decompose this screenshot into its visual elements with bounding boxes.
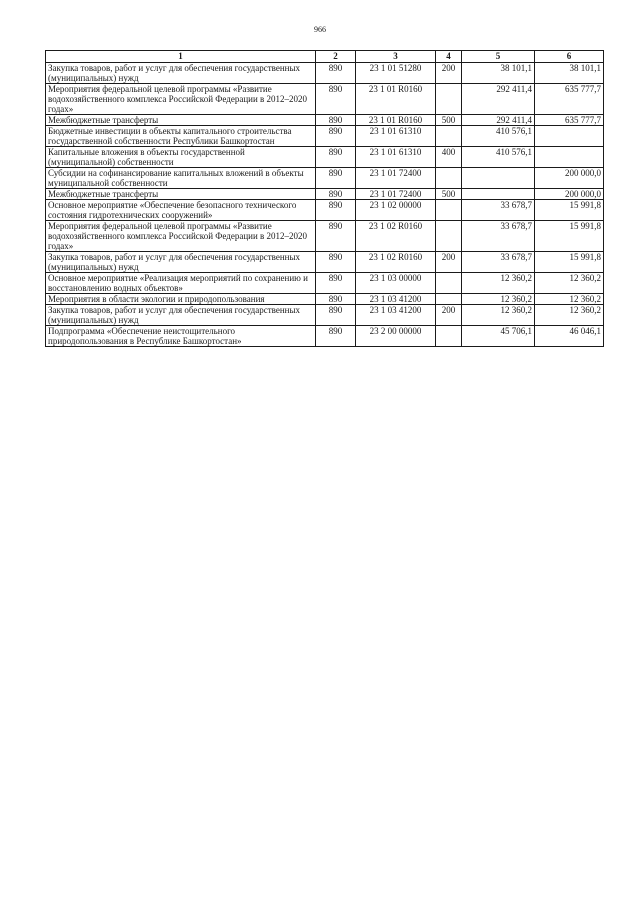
- row-value-2-cell: 15 991,8: [535, 221, 604, 252]
- row-value-1-cell: [462, 189, 535, 200]
- column-header-4: 4: [436, 51, 462, 63]
- row-name-cell: Основное мероприятие «Реализация мероприятий по сохранению и восстановлению водных объектов»: [46, 273, 316, 294]
- row-value-1-cell: 12 360,2: [462, 273, 535, 294]
- row-value-1-cell: 38 101,1: [462, 63, 535, 84]
- row-type-cell: 400: [436, 147, 462, 168]
- row-code-cell: 890: [316, 147, 356, 168]
- row-type-cell: [436, 84, 462, 115]
- row-name-cell: Бюджетные инвестиции в объекты капитального строительства государственной собственности Республики Башкортостан: [46, 126, 316, 147]
- row-value-2-cell: 15 991,8: [535, 200, 604, 221]
- row-name-cell: Межбюджетные трансферты: [46, 189, 316, 200]
- table-row: [46, 63, 604, 84]
- row-value-2-cell: 200 000,0: [535, 189, 604, 200]
- row-name-cell: Мероприятия федеральной целевой программы «Развитие водохозяйственного комплекса Российской Федерации в 2012–2020 годах»: [46, 221, 316, 252]
- row-name-cell: Капитальные вложения в объекты государственной (муниципальной) собственности: [46, 147, 316, 168]
- row-value-2-cell: 200 000,0: [535, 168, 604, 189]
- row-value-2-cell: 12 360,2: [535, 294, 604, 305]
- row-type-cell: 500: [436, 115, 462, 126]
- row-name-cell: Закупка товаров, работ и услуг для обеспечения государственных (муниципальных) нужд: [46, 305, 316, 326]
- row-name-cell: Мероприятия в области экологии и природопользования: [46, 294, 316, 305]
- row-value-2-cell: 635 777,7: [535, 84, 604, 115]
- row-csr-cell: 23 1 02 R0160: [356, 252, 436, 273]
- table-row: [46, 147, 604, 168]
- row-csr-cell: 23 1 01 72400: [356, 168, 436, 189]
- row-value-1-cell: 33 678,7: [462, 221, 535, 252]
- row-name-cell: Закупка товаров, работ и услуг для обеспечения государственных (муниципальных) нужд: [46, 252, 316, 273]
- row-code-cell: 890: [316, 273, 356, 294]
- row-code-cell: 890: [316, 63, 356, 84]
- table-row: [46, 168, 604, 189]
- budget-table: [45, 50, 604, 347]
- table-row: [46, 252, 604, 273]
- row-value-1-cell: 292 411,4: [462, 115, 535, 126]
- row-code-cell: 890: [316, 168, 356, 189]
- row-csr-cell: 23 1 03 00000: [356, 273, 436, 294]
- row-value-1-cell: 292 411,4: [462, 84, 535, 115]
- row-csr-cell: 23 1 02 R0160: [356, 221, 436, 252]
- row-code-cell: 890: [316, 126, 356, 147]
- table-row: [46, 84, 604, 115]
- row-value-2-cell: 38 101,1: [535, 63, 604, 84]
- row-type-cell: [436, 221, 462, 252]
- row-code-cell: 890: [316, 200, 356, 221]
- table-row: [46, 294, 604, 305]
- column-header-2: 2: [316, 51, 356, 63]
- row-code-cell: 890: [316, 305, 356, 326]
- row-code-cell: 890: [316, 189, 356, 200]
- row-value-1-cell: 410 576,1: [462, 147, 535, 168]
- row-name-cell: Закупка товаров, работ и услуг для обеспечения государственных (муниципальных) нужд: [46, 63, 316, 84]
- table-row: [46, 273, 604, 294]
- row-type-cell: 200: [436, 252, 462, 273]
- row-value-2-cell: 15 991,8: [535, 252, 604, 273]
- row-csr-cell: 23 1 01 72400: [356, 189, 436, 200]
- row-code-cell: 890: [316, 115, 356, 126]
- row-value-2-cell: 46 046,1: [535, 326, 604, 347]
- table-header-row: [46, 51, 604, 63]
- row-type-cell: [436, 126, 462, 147]
- table-row: [46, 305, 604, 326]
- page-number: 966: [314, 25, 326, 34]
- table-row: [46, 115, 604, 126]
- table-row: [46, 189, 604, 200]
- row-name-cell: Подпрограмма «Обеспечение неистощительного природопользования в Республике Башкортостан»: [46, 326, 316, 347]
- row-csr-cell: 23 1 01 61310: [356, 147, 436, 168]
- row-csr-cell: 23 1 02 00000: [356, 200, 436, 221]
- row-code-cell: 890: [316, 221, 356, 252]
- row-code-cell: 890: [316, 84, 356, 115]
- row-value-2-cell: 12 360,2: [535, 305, 604, 326]
- row-name-cell: Субсидии на софинансирование капитальных вложений в объекты муниципальной собственности: [46, 168, 316, 189]
- row-value-2-cell: [535, 147, 604, 168]
- row-type-cell: 200: [436, 63, 462, 84]
- row-csr-cell: 23 1 01 R0160: [356, 115, 436, 126]
- row-value-2-cell: 12 360,2: [535, 273, 604, 294]
- row-value-1-cell: 12 360,2: [462, 305, 535, 326]
- row-type-cell: 500: [436, 189, 462, 200]
- row-type-cell: [436, 168, 462, 189]
- row-code-cell: 890: [316, 326, 356, 347]
- row-name-cell: Межбюджетные трансферты: [46, 115, 316, 126]
- row-value-2-cell: 635 777,7: [535, 115, 604, 126]
- row-value-1-cell: 410 576,1: [462, 126, 535, 147]
- row-value-1-cell: 33 678,7: [462, 200, 535, 221]
- column-header-3: 3: [356, 51, 436, 63]
- row-value-1-cell: 33 678,7: [462, 252, 535, 273]
- row-name-cell: Основное мероприятие «Обеспечение безопасного технического состояния гидротехнических сооружений»: [46, 200, 316, 221]
- row-value-2-cell: [535, 126, 604, 147]
- row-name-cell: Мероприятия федеральной целевой программы «Развитие водохозяйственного комплекса Российской Федерации в 2012–2020 годах»: [46, 84, 316, 115]
- row-value-1-cell: 45 706,1: [462, 326, 535, 347]
- row-type-cell: [436, 200, 462, 221]
- column-header-1: 1: [46, 51, 316, 63]
- row-csr-cell: 23 1 01 51280: [356, 63, 436, 84]
- row-code-cell: 890: [316, 252, 356, 273]
- row-type-cell: [436, 326, 462, 347]
- row-value-1-cell: 12 360,2: [462, 294, 535, 305]
- row-type-cell: [436, 294, 462, 305]
- table-row: [46, 326, 604, 347]
- row-csr-cell: 23 1 03 41200: [356, 294, 436, 305]
- column-header-5: 5: [462, 51, 535, 63]
- row-csr-cell: 23 1 03 41200: [356, 305, 436, 326]
- column-header-6: 6: [535, 51, 604, 63]
- table-row: [46, 126, 604, 147]
- row-csr-cell: 23 2 00 00000: [356, 326, 436, 347]
- row-value-1-cell: [462, 168, 535, 189]
- row-type-cell: 200: [436, 305, 462, 326]
- row-csr-cell: 23 1 01 61310: [356, 126, 436, 147]
- row-code-cell: 890: [316, 294, 356, 305]
- table-row: [46, 200, 604, 221]
- row-type-cell: [436, 273, 462, 294]
- row-csr-cell: 23 1 01 R0160: [356, 84, 436, 115]
- table-body: [46, 63, 604, 347]
- table-row: [46, 221, 604, 252]
